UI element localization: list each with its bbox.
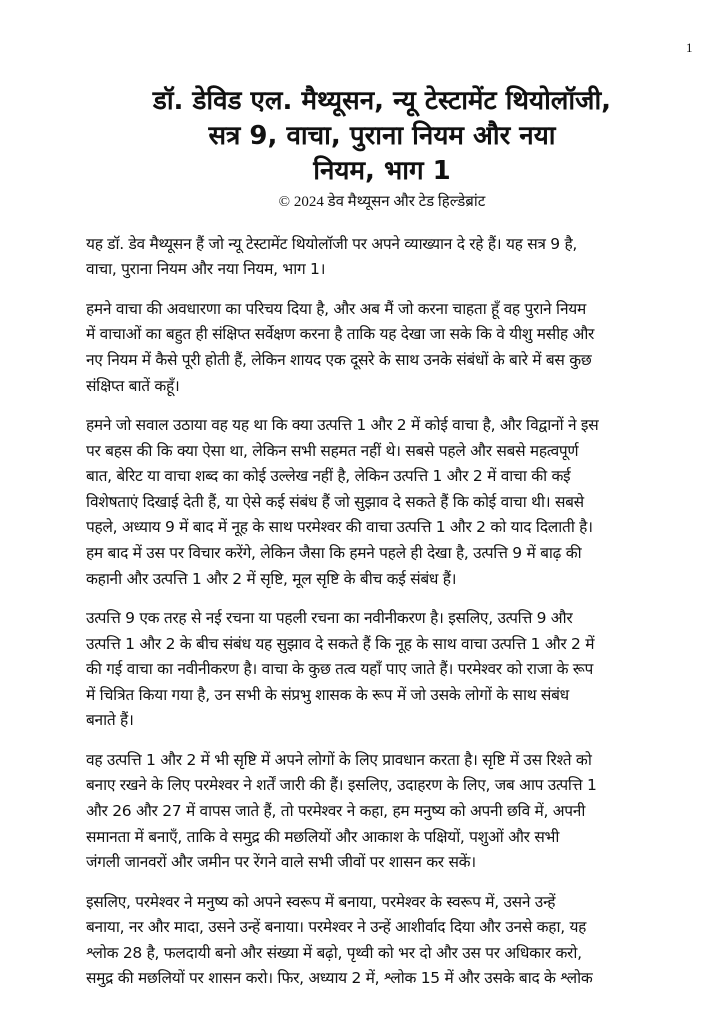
document-body [86, 232, 684, 992]
paragraph-line: और 26 और 27 में वापस जाते हैं, तो परमेश्वर ने कहा, हम मनुष्य को अपनी छवि में, अपनी [86, 802, 586, 821]
paragraph-line: समुद्र की मछलियों पर शासन करो। फिर, अध्याय 2 में, श्लोक 15 में और उसके बाद के श्लोक [86, 969, 593, 988]
title-line: डॉ. डेविड एल. मैथ्यूसन, न्यू टेस्टामेंट थियोलॉजी, [152, 86, 612, 116]
document-title [40, 84, 724, 189]
paragraph-line: वह उत्पत्ति 1 और 2 में भी सृष्टि में अपने लोगों के लिए प्रावधान करता है। सृष्टि में उस रिश्ते को [86, 750, 592, 769]
paragraph-line: बात, बेरिट या वाचा शब्द का कोई उल्लेख नहीं है, लेकिन उत्पत्ति 1 और 2 में वाचा की कई [86, 467, 571, 486]
paragraph [86, 232, 684, 283]
paragraph-line: वाचा, पुराना नियम और नया नियम, भाग 1। [86, 260, 326, 279]
paragraph-line: समानता में बनाएँ, ताकि वे समुद्र की मछलियों और आकाश के पक्षियों, पशुओं और सभी [86, 827, 560, 846]
title-line: नियम, भाग 1 [313, 156, 451, 187]
paragraph-line: बनाते हैं। [86, 711, 134, 730]
paragraph-line: बनाया, नर और मादा, उसने उन्हें बनाया। परमेश्वर ने उन्हें आशीर्वाद दिया और उनसे कहा, यह [86, 918, 587, 937]
paragraph-line: उत्पत्ति 9 एक तरह से नई रचना या पहली रचना का नवीनीकरण है। इसलिए, उत्पत्ति 9 और [86, 609, 573, 628]
paragraph [86, 413, 684, 592]
paragraph-line: श्लोक 28 है, फलदायी बनो और संख्या में बढ़ो, पृथ्वी को भर दो और उस पर अधिकार करो, [86, 943, 582, 962]
paragraph-line: हमने जो सवाल उठाया वह यह था कि क्या उत्पत्ति 1 और 2 में कोई वाचा है, और विद्वानों ने इस [86, 416, 599, 435]
title-line: सत्र 9, वाचा, पुराना नियम और नया [208, 121, 556, 152]
paragraph-line: नए नियम में कैसे पूरी होती हैं, लेकिन शायद एक दूसरे के साथ उनके संबंधों के बारे में बस कुछ [86, 351, 592, 370]
paragraph-line: उत्पत्ति 1 और 2 के बीच संबंध यह सुझाव दे सकते हैं कि नूह के साथ वाचा उत्पत्ति 1 और 2 में [86, 634, 595, 653]
paragraph-line: पहले, अध्याय 9 में बाद में नूह के साथ परमेश्वर की वाचा उत्पत्ति 1 और 2 को याद दिलाती है। [86, 518, 593, 537]
paragraph [86, 748, 684, 876]
paragraph-line: में वाचाओं का बहुत ही संक्षिप्त सर्वेक्षण करना है ताकि यह देखा जा सके कि वे यीशु मसीह और [86, 325, 595, 344]
paragraph-line: विशेषताएं दिखाई देती हैं, या ऐसे कई संबंध हैं जो सुझाव दे सकते हैं कि कोई वाचा थी। सबसे [86, 492, 584, 511]
paragraph-line: इसलिए, परमेश्वर ने मनुष्य को अपने स्वरूप में बनाया, परमेश्वर के स्वरूप में, उसने उन्हें [86, 892, 556, 911]
paragraph-line: हम बाद में उस पर विचार करेंगे, लेकिन जैसा कि हमने पहले ही देखा है, उत्पत्ति 9 में बाढ़ की [86, 543, 582, 562]
paragraph [86, 606, 684, 734]
paragraph-line: जंगली जानवरों और जमीन पर रेंगने वाले सभी जीवों पर शासन कर सकें। [86, 853, 476, 872]
copyright-line: © 2024 डेव मैथ्यूसन और टेड हिल्डेब्रांट [278, 194, 486, 211]
page-number: 1 [686, 40, 693, 55]
paragraph [86, 297, 684, 399]
paragraph-line: हमने वाचा की अवधारणा का परिचय दिया है, और अब मैं जो करना चाहता हूँ वह पुराने नियम [86, 299, 586, 318]
paragraph [86, 890, 684, 992]
paragraph-line: बनाए रखने के लिए परमेश्वर ने शर्तें जारी की हैं। इसलिए, उदाहरण के लिए, जब आप उत्पत्ति 1 [86, 776, 597, 795]
paragraph-line: में चित्रित किया गया है, उन सभी के संप्रभु शासक के रूप में जो उसके लोगों के साथ संबंध [86, 685, 569, 704]
paragraph-line: यह डॉ. डेव मैथ्यूसन हैं जो न्यू टेस्टामेंट थियोलॉजी पर अपने व्याख्यान दे रहे हैं। यह सत्र 9 है, [86, 234, 578, 253]
paragraph-line: पर बहस की कि क्या ऐसा था, लेकिन सभी सहमत नहीं थे। सबसे पहले और सबसे महत्वपूर्ण [86, 441, 579, 460]
paragraph-line: की गई वाचा का नवीनीकरण है। वाचा के कुछ तत्व यहाँ पाए जाते हैं। परमेश्वर को राजा के रूप [86, 660, 594, 679]
paragraph-line: संक्षिप्त बातें कहूँ। [86, 376, 180, 395]
paragraph-line: कहानी और उत्पत्ति 1 और 2 में सृष्टि, मूल सृष्टि के बीच कई संबंध हैं। [86, 569, 457, 588]
